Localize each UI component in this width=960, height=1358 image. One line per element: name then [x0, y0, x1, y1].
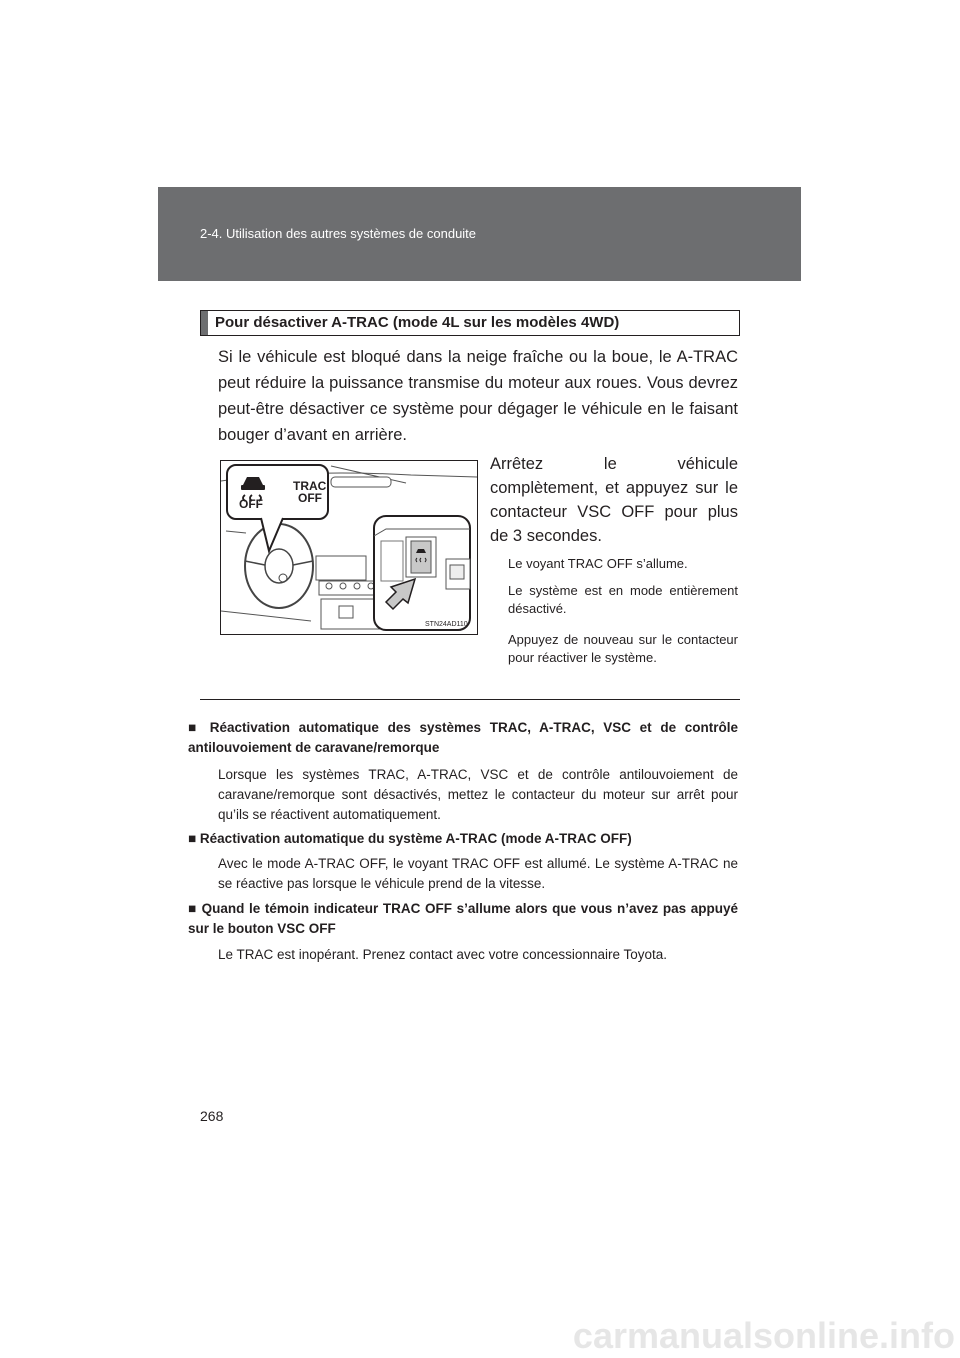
info-body-3: Le TRAC est inopérant. Prenez contact avec votre concessionnaire Toyota.	[218, 947, 668, 962]
note-reactivate: Appuyez de nouveau sur le contacteur pour réactiver le système.	[508, 632, 738, 665]
figure-code: STN24AD110	[425, 621, 468, 628]
watermark-logo	[0, 1310, 960, 1358]
bullet-square-icon: ■	[188, 720, 202, 735]
watermark-text: carmanualsonline.info	[572, 1315, 955, 1356]
info-heading-3	[188, 899, 738, 939]
info-body-2: Avec le mode A-TRAC OFF, le voyant TRAC OFF est allumé. Le système A-TRAC ne se réactive pas lorsque le véhicule prend de la vitesse.	[218, 856, 738, 891]
figure-label-trac-off: OFF	[298, 491, 322, 505]
info-heading-3-text: Quand le témoin indicateur TRAC OFF s’allume alors que vous n’avez pas appuyé sur le bouton VSC OFF	[188, 901, 738, 936]
step-instruction: Arrêtez le véhicule complètement, et appuyez sur le contacteur VSC OFF pour plus de 3 secondes.	[490, 455, 738, 545]
section-title: Pour désactiver A-TRAC (mode 4L sur les modèles 4WD)	[215, 314, 620, 331]
dashboard-drawing	[221, 461, 477, 634]
section-title-box	[200, 310, 740, 336]
figure-label-off: OFF	[239, 497, 263, 511]
info-heading-2-text: Réactivation automatique du système A-TRAC (mode A-TRAC OFF)	[199, 831, 632, 846]
bullet-square-icon: ■	[188, 831, 197, 846]
info-heading-1-text: Réactivation automatique des systèmes TRAC, A-TRAC, VSC et de contrôle antilouvoiement de caravane/remorque	[188, 720, 738, 755]
info-heading-2	[188, 829, 738, 849]
note-fully-off: Le système est en mode entièrement désactivé.	[508, 583, 738, 616]
section-tab	[201, 311, 208, 335]
chapter-header: 2-4. Utilisation des autres systèmes de conduite	[200, 226, 477, 241]
intro-paragraph: Si le véhicule est bloqué dans la neige fraîche ou la boue, le A-TRAC peut réduire la puissance transmise du moteur aux roues. Vous devrez peut-être désactiver ce système pour dégager le véhicule en le faisant bouger d’avant en arrière.	[218, 348, 738, 444]
bullet-square-icon: ■	[188, 901, 198, 916]
info-body-1: Lorsque les systèmes TRAC, A-TRAC, VSC et de contrôle antilouvoiement de caravane/remorque sont désactivés, mettez le contacteur du moteur sur arrêt pour qu’ils se réactivent automatiquement.	[218, 767, 738, 822]
section-divider	[200, 699, 740, 700]
note-indicator-on: Le voyant TRAC OFF s’allume.	[508, 556, 688, 571]
dashboard-illustration	[220, 460, 478, 635]
info-heading-1	[188, 718, 738, 758]
page-number: 268	[200, 1108, 224, 1124]
figure-label-trac: TRAC	[293, 479, 327, 493]
